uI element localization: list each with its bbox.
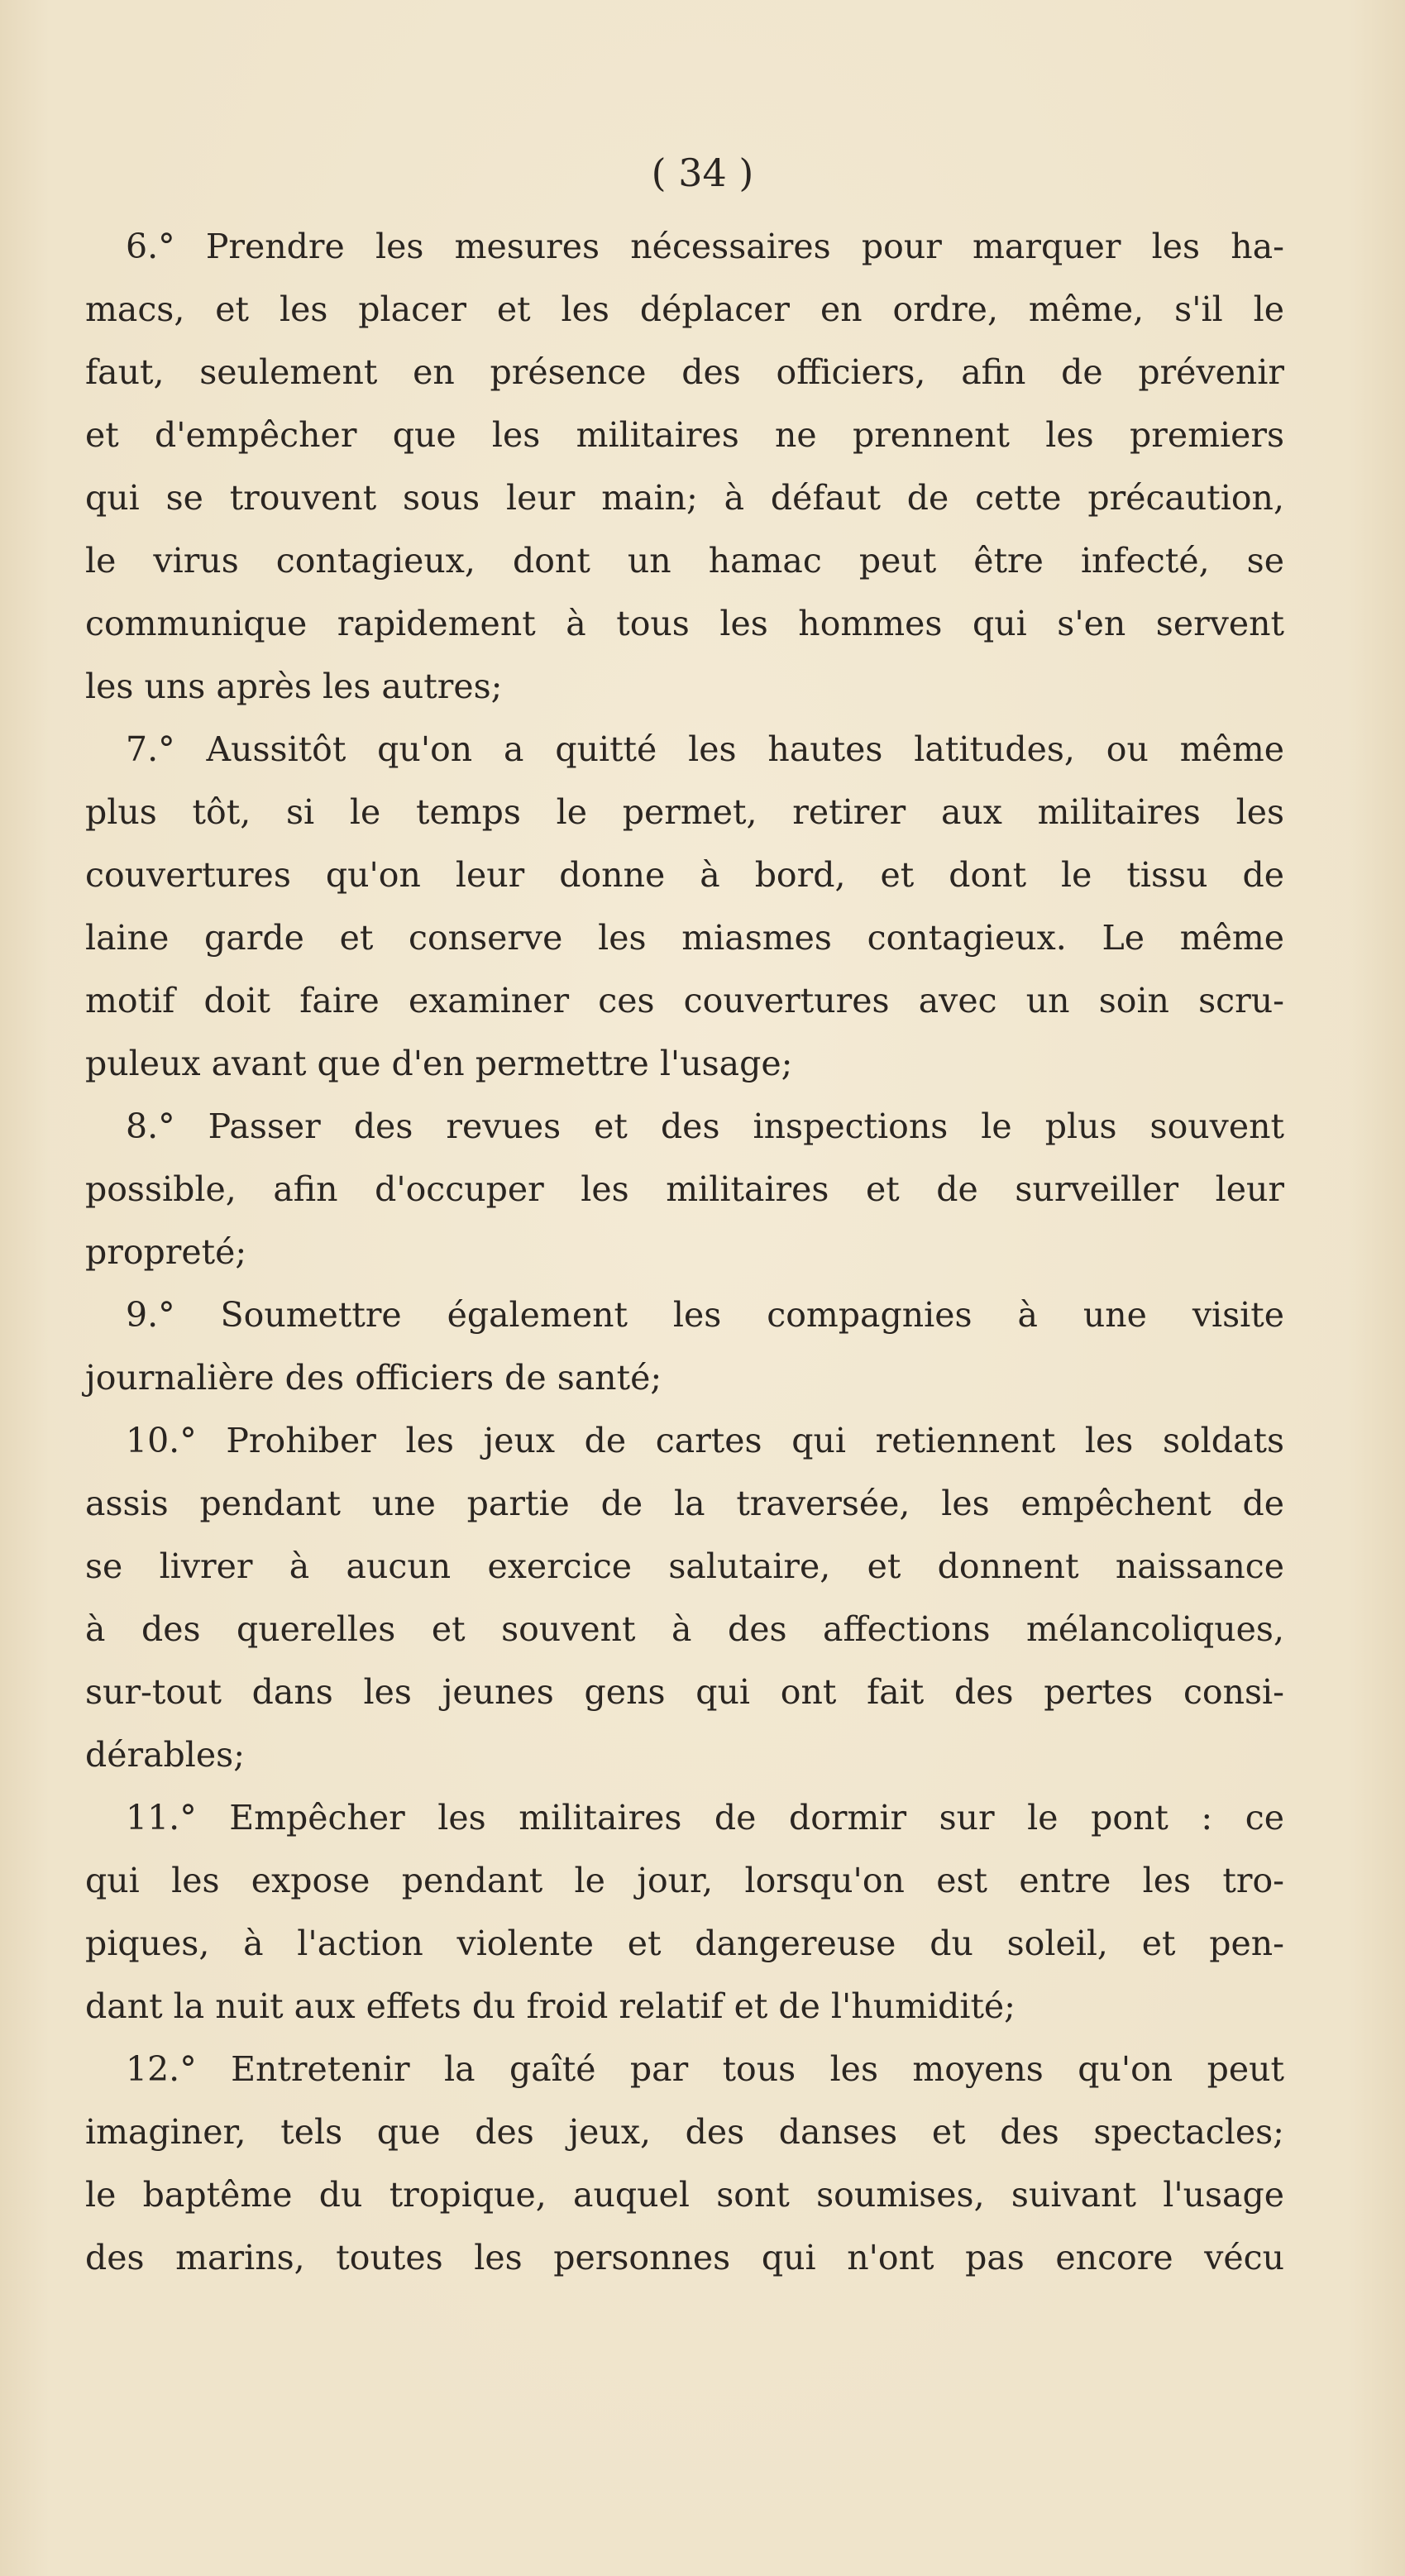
text-line: 9.° Soumettre également les compagnies à une visite bbox=[126, 1295, 1284, 1335]
text-line: 7.° Aussitôt qu'on a quitté les hautes latitudes, ou même bbox=[126, 729, 1284, 769]
text-line: macs, et les placer et les déplacer en ordre, même, s'il le bbox=[85, 289, 1284, 329]
text-line: le virus contagieux, dont un hamac peut être infecté, se bbox=[85, 541, 1284, 581]
text-line: faut, seulement en présence des officiers, afin de prévenir bbox=[85, 352, 1284, 392]
text-line: le baptême du tropique, auquel sont soumises, suivant l'usage bbox=[85, 2175, 1284, 2215]
text-line: 12.° Entretenir la gaîté par tous les moyens qu'on peut bbox=[126, 2049, 1284, 2089]
text-line: motif doit faire examiner ces couvertures avec un soin scru- bbox=[85, 981, 1284, 1020]
text-line: sur-tout dans les jeunes gens qui ont fait des pertes consi- bbox=[85, 1672, 1284, 1712]
page-number: ( 34 ) bbox=[651, 151, 754, 195]
text-line: 8.° Passer des revues et des inspections le plus souvent bbox=[126, 1106, 1284, 1146]
text-line: propreté; bbox=[85, 1232, 247, 1272]
text-line: couvertures qu'on leur donne à bord, et dont le tissu de bbox=[85, 855, 1284, 895]
text-line: laine garde et conserve les miasmes contagieux. Le même bbox=[85, 918, 1284, 958]
text-line: qui les expose pendant le jour, lorsqu'on est entre les tro- bbox=[85, 1861, 1284, 1900]
text-line: 11.° Empêcher les militaires de dormir sur le pont : ce bbox=[126, 1798, 1284, 1838]
text-line: 6.° Prendre les mesures nécessaires pour marquer les ha- bbox=[126, 227, 1284, 266]
text-line: puleux avant que d'en permettre l'usage; bbox=[85, 1044, 793, 1083]
text-line: des marins, toutes les personnes qui n'ont pas encore vécu bbox=[85, 2238, 1284, 2277]
text-line: plus tôt, si le temps le permet, retirer aux militaires les bbox=[85, 792, 1284, 832]
text-line: dant la nuit aux effets du froid relatif et de l'humidité; bbox=[85, 1986, 1016, 2026]
text-line: assis pendant une partie de la traversée, les empêchent de bbox=[85, 1484, 1284, 1523]
text-line: dérables; bbox=[85, 1735, 246, 1775]
text-line: les uns après les autres; bbox=[85, 667, 503, 706]
text-line: se livrer à aucun exercice salutaire, et donnent naissance bbox=[85, 1546, 1284, 1586]
text-line: à des querelles et souvent à des affections mélancoliques, bbox=[85, 1609, 1284, 1649]
text-line: communique rapidement à tous les hommes qui s'en servent bbox=[85, 604, 1284, 643]
text-line: et d'empêcher que les militaires ne prennent les premiers bbox=[85, 415, 1284, 455]
text-line: piques, à l'action violente et dangereuse du soleil, et pen- bbox=[85, 1924, 1284, 1963]
text-line: possible, afin d'occuper les militaires et de surveiller leur bbox=[85, 1169, 1284, 1209]
text-line: journalière des officiers de santé; bbox=[85, 1358, 662, 1398]
text-line: imaginer, tels que des jeux, des danses et des spectacles; bbox=[85, 2112, 1284, 2152]
text-line: 10.° Prohiber les jeux de cartes qui retiennent les soldats bbox=[126, 1421, 1284, 1460]
text-line: qui se trouvent sous leur main; à défaut de cette précaution, bbox=[85, 478, 1284, 518]
